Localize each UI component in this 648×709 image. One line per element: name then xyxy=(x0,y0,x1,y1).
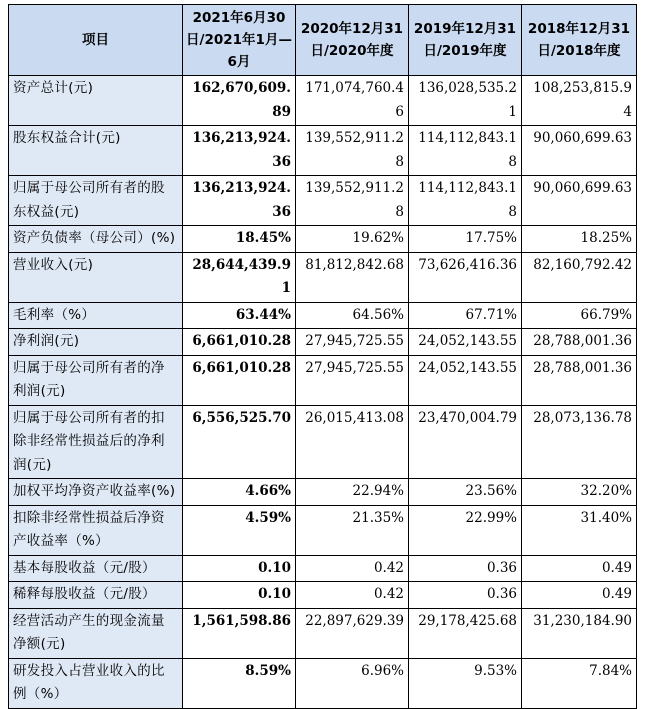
row-label: 营业收入(元) xyxy=(9,252,183,302)
cell-2020: 19.62% xyxy=(296,226,409,253)
cell-2021h1: 63.44% xyxy=(183,302,296,329)
table-row xyxy=(9,226,637,253)
cell-2020: 27,945,725.55 xyxy=(296,355,409,405)
financial-data-table xyxy=(8,4,637,709)
cell-2018: 28,788,001.36 xyxy=(522,329,637,356)
cell-2019: 24,052,143.55 xyxy=(409,329,522,356)
header-2018: 2018年12月31日/2018年度 xyxy=(522,5,637,76)
cell-2019: 23.56% xyxy=(409,479,522,506)
cell-2019: 24,052,143.55 xyxy=(409,355,522,405)
cell-2021h1: 0.10 xyxy=(183,555,296,582)
row-label: 归属于母公司所有者的扣除非经常性损益后的净利润(元) xyxy=(9,405,183,479)
table-row xyxy=(9,479,637,506)
cell-2020: 0.42 xyxy=(296,555,409,582)
cell-2018: 7.84% xyxy=(522,658,637,708)
table-row xyxy=(9,252,637,302)
cell-2021h1: 4.59% xyxy=(183,505,296,555)
cell-2021h1: 1,561,598.86 xyxy=(183,608,296,658)
cell-2021h1: 18.45% xyxy=(183,226,296,253)
row-label: 资产负债率（母公司）(%) xyxy=(9,226,183,253)
row-label: 毛利率（%） xyxy=(9,302,183,329)
cell-2018: 0.49 xyxy=(522,582,637,609)
row-label: 股东权益合计(元) xyxy=(9,126,183,176)
header-2020: 2020年12月31日/2020年度 xyxy=(296,5,409,76)
cell-2018: 108,253,815.94 xyxy=(522,76,637,126)
header-item: 项目 xyxy=(9,5,183,76)
table-row xyxy=(9,582,637,609)
cell-2021h1: 136,213,924.36 xyxy=(183,176,296,226)
cell-2021h1: 28,644,439.91 xyxy=(183,252,296,302)
cell-2020: 6.96% xyxy=(296,658,409,708)
cell-2018: 32.20% xyxy=(522,479,637,506)
cell-2018: 66.79% xyxy=(522,302,637,329)
table-row xyxy=(9,505,637,555)
cell-2021h1: 6,661,010.28 xyxy=(183,329,296,356)
cell-2019: 67.71% xyxy=(409,302,522,329)
row-label: 资产总计(元) xyxy=(9,76,183,126)
cell-2018: 18.25% xyxy=(522,226,637,253)
table-row xyxy=(9,555,637,582)
cell-2021h1: 162,670,609.89 xyxy=(183,76,296,126)
cell-2021h1: 6,556,525.70 xyxy=(183,405,296,479)
cell-2021h1: 8.59% xyxy=(183,658,296,708)
cell-2021h1: 136,213,924.36 xyxy=(183,126,296,176)
table-row xyxy=(9,608,637,658)
cell-2018: 82,160,792.42 xyxy=(522,252,637,302)
table-row xyxy=(9,126,637,176)
cell-2019: 29,178,425.68 xyxy=(409,608,522,658)
row-label: 基本每股收益（元/股） xyxy=(9,555,183,582)
cell-2020: 139,552,911.28 xyxy=(296,126,409,176)
cell-2020: 21.35% xyxy=(296,505,409,555)
row-label: 稀释每股收益（元/股） xyxy=(9,582,183,609)
cell-2021h1: 6,661,010.28 xyxy=(183,355,296,405)
cell-2018: 31,230,184.90 xyxy=(522,608,637,658)
row-label: 研发投入占营业收入的比例（%） xyxy=(9,658,183,708)
cell-2020: 81,812,842.68 xyxy=(296,252,409,302)
table-row xyxy=(9,405,637,479)
cell-2020: 0.42 xyxy=(296,582,409,609)
row-label: 净利润(元) xyxy=(9,329,183,356)
cell-2020: 22.94% xyxy=(296,479,409,506)
cell-2018: 0.49 xyxy=(522,555,637,582)
cell-2018: 28,788,001.36 xyxy=(522,355,637,405)
header-row xyxy=(9,5,637,76)
cell-2020: 26,015,413.08 xyxy=(296,405,409,479)
table-row xyxy=(9,76,637,126)
cell-2019: 23,470,004.79 xyxy=(409,405,522,479)
cell-2020: 64.56% xyxy=(296,302,409,329)
table-row xyxy=(9,302,637,329)
cell-2018: 31.40% xyxy=(522,505,637,555)
cell-2018: 28,073,136.78 xyxy=(522,405,637,479)
cell-2021h1: 4.66% xyxy=(183,479,296,506)
row-label: 加权平均净资产收益率(%) xyxy=(9,479,183,506)
table-row xyxy=(9,355,637,405)
cell-2018: 90,060,699.63 xyxy=(522,126,637,176)
cell-2019: 9.53% xyxy=(409,658,522,708)
cell-2019: 0.36 xyxy=(409,555,522,582)
cell-2019: 136,028,535.21 xyxy=(409,76,522,126)
row-label: 扣除非经常性损益后净资产收益率（%） xyxy=(9,505,183,555)
table-row xyxy=(9,176,637,226)
cell-2020: 22,897,629.39 xyxy=(296,608,409,658)
cell-2019: 0.36 xyxy=(409,582,522,609)
cell-2021h1: 0.10 xyxy=(183,582,296,609)
cell-2018: 90,060,699.63 xyxy=(522,176,637,226)
row-label: 归属于母公司所有者的净利润(元) xyxy=(9,355,183,405)
cell-2019: 73,626,416.36 xyxy=(409,252,522,302)
cell-2019: 17.75% xyxy=(409,226,522,253)
cell-2019: 114,112,843.18 xyxy=(409,176,522,226)
cell-2019: 114,112,843.18 xyxy=(409,126,522,176)
table-row xyxy=(9,658,637,708)
row-label: 经营活动产生的现金流量净额(元) xyxy=(9,608,183,658)
table-row xyxy=(9,329,637,356)
header-2021h1: 2021年6月30日/2021年1月—6月 xyxy=(183,5,296,76)
cell-2020: 27,945,725.55 xyxy=(296,329,409,356)
cell-2019: 22.99% xyxy=(409,505,522,555)
header-2019: 2019年12月31日/2019年度 xyxy=(409,5,522,76)
row-label: 归属于母公司所有者的股东权益(元) xyxy=(9,176,183,226)
cell-2020: 171,074,760.46 xyxy=(296,76,409,126)
cell-2020: 139,552,911.28 xyxy=(296,176,409,226)
